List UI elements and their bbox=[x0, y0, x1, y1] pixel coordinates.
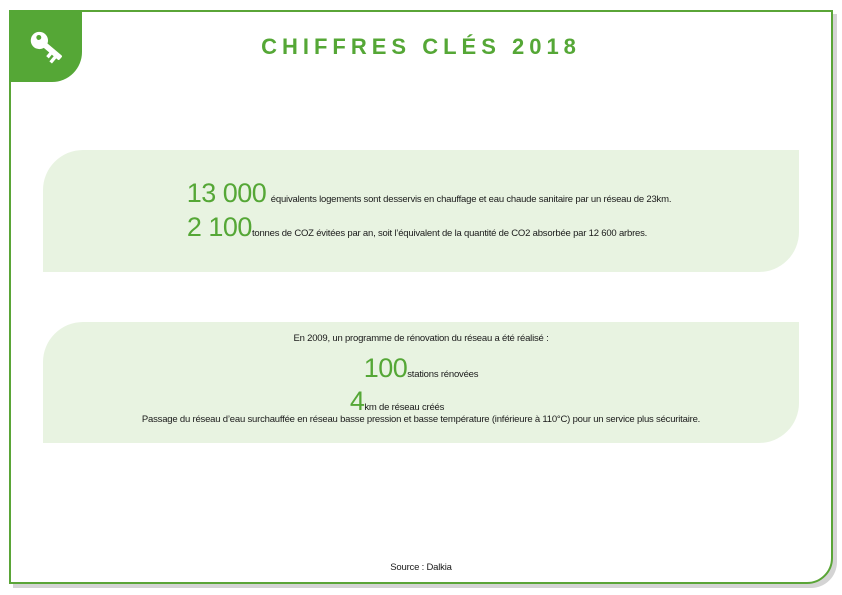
renovation-intro: En 2009, un programme de rénovation du réseau a été réalisé : bbox=[293, 333, 549, 344]
card-frame bbox=[9, 10, 833, 584]
page-title: CHIFFRES CLÉS 2018 bbox=[261, 34, 581, 59]
stat-co2-value: 2 100 bbox=[186, 212, 252, 242]
renovation-description: Passage du réseau d’eau surchauffée en réseau basse pression et basse température (inférieure à 110°C) pour un service plus sécuritaire. bbox=[141, 414, 701, 425]
stat-stations bbox=[43, 355, 799, 382]
source-note: Source : Dalkia bbox=[390, 562, 452, 573]
stat-housing-text: équivalents logements sont desservis en chauffage et eau chaude sanitaire par un réseau de 23km. bbox=[270, 194, 672, 205]
stat-stations-text: stations rénovées bbox=[407, 369, 479, 380]
stats-panel-1 bbox=[43, 150, 799, 272]
stats-panel-2 bbox=[43, 322, 799, 443]
stat-stations-value: 100 bbox=[363, 353, 408, 383]
stat-housing-value: 13 000 bbox=[186, 178, 267, 208]
stat-housing bbox=[51, 180, 807, 207]
stat-network-km-text: km de réseau créés bbox=[364, 402, 445, 413]
stat-network-km-value: 4 bbox=[349, 386, 365, 416]
stat-network-km bbox=[19, 388, 775, 415]
stat-co2 bbox=[39, 214, 795, 241]
stat-co2-text: tonnes de COZ évitées par an, soit l’équivalent de la quantité de CO2 absorbée par 12 600 arbres. bbox=[251, 228, 648, 239]
